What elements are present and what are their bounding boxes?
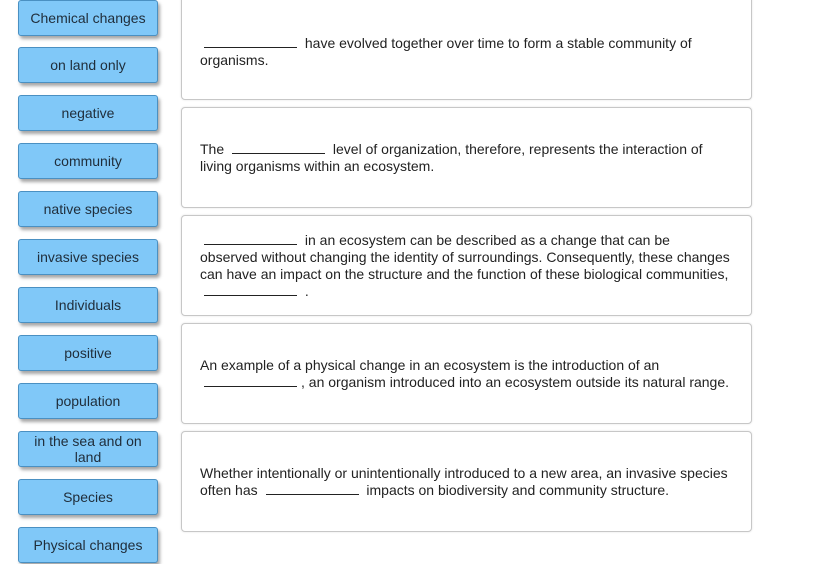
- word-chip-individuals[interactable]: Individuals: [18, 287, 158, 323]
- drop-blank-3b[interactable]: [204, 284, 297, 296]
- statement-card-1: [181, 0, 752, 100]
- statement-5-text-after: impacts on biodiversity and community structure.: [366, 481, 670, 498]
- word-chip-in-the-sea-and-on-land[interactable]: in the sea and on land: [18, 431, 158, 467]
- statement-2-text-after: level of organization, therefore, represents the interaction of living organisms within an ecosystem.: [200, 140, 703, 174]
- statement-4-text-before: An example of a physical change in an ecosystem is the introduction of an: [200, 356, 660, 373]
- word-chip-invasive-species[interactable]: invasive species: [18, 239, 158, 275]
- statement-card-3: [181, 215, 752, 316]
- drop-blank-1[interactable]: [204, 36, 297, 48]
- word-chip-negative[interactable]: negative: [18, 95, 158, 131]
- drop-blank-4[interactable]: [204, 375, 297, 387]
- statement-1-text: have evolved together over time to form a stable community of organisms.: [200, 35, 692, 68]
- word-chip-native-species[interactable]: native species: [18, 191, 158, 227]
- word-chip-population[interactable]: population: [18, 383, 158, 419]
- statement-card-2: [181, 107, 752, 208]
- drop-blank-2[interactable]: [232, 142, 325, 154]
- word-chip-species[interactable]: Species: [18, 479, 158, 515]
- drop-blank-3a[interactable]: [204, 233, 297, 245]
- word-chip-chemical-changes[interactable]: Chemical changes: [18, 0, 158, 36]
- word-chip-positive[interactable]: positive: [18, 335, 158, 371]
- statement-card-5: [181, 431, 752, 532]
- statement-5-text-before: Whether intentionally or unintentionally introduced to a new area, an invasive species often has: [200, 464, 728, 498]
- drop-blank-5[interactable]: [266, 483, 359, 495]
- word-chip-on-land-only[interactable]: on land only: [18, 47, 158, 83]
- word-chip-community[interactable]: community: [18, 143, 158, 179]
- statement-3-text: in an ecosystem can be described as a change that can be observed without changing the identity of surroundings. Consequently, these changes can have an impact on the structure and the function of these biological communities,: [200, 231, 730, 282]
- statement-3-period: .: [304, 282, 309, 299]
- word-chip-physical-changes[interactable]: Physical changes: [18, 527, 158, 563]
- statement-2-text-before: The: [200, 140, 225, 157]
- statement-4-text-after: , an organism introduced into an ecosystem outside its natural range.: [301, 373, 730, 390]
- statement-card-4: [181, 323, 752, 424]
